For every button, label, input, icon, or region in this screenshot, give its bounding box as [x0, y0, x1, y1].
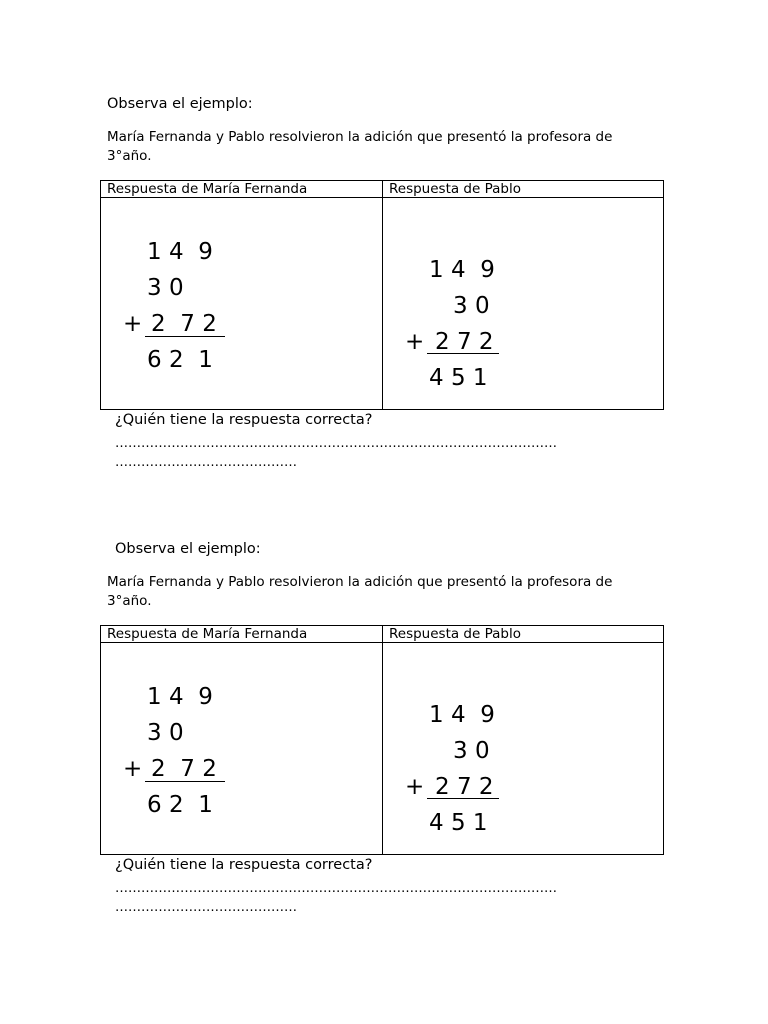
maria-sum-line: [145, 336, 225, 337]
maria-addend-1: 1 4 9: [147, 239, 213, 265]
pablo-result: 4 5 1: [429, 365, 488, 391]
answer-line-1[interactable]: …………………………………………………………………………………………: [115, 881, 557, 896]
header-pablo: Respuesta de Pablo: [389, 626, 521, 642]
header-maria: Respuesta de María Fernanda: [107, 626, 308, 642]
pablo-addend-1: 1 4 9: [429, 702, 495, 728]
maria-result: 6 2 1: [147, 347, 213, 373]
pablo-plus-sign: +: [405, 774, 425, 800]
question: ¿Quién tiene la respuesta correcta?: [115, 857, 373, 873]
answer-line-2[interactable]: ……………………………………: [115, 900, 297, 915]
pablo-sum-line: [427, 353, 499, 354]
maria-addend-2: 3 0: [147, 720, 184, 746]
maria-addend-1: 1 4 9: [147, 684, 213, 710]
maria-sum-line: [145, 781, 225, 782]
column-divider: [382, 181, 383, 409]
answer-line-1[interactable]: …………………………………………………………………………………………: [115, 436, 557, 451]
pablo-addend-2: 3 0: [453, 738, 490, 764]
header-pablo: Respuesta de Pablo: [389, 181, 521, 197]
maria-plus-sign: +: [123, 311, 143, 337]
maria-result: 6 2 1: [147, 792, 213, 818]
pablo-addend-1: 1 4 9: [429, 257, 495, 283]
intro-text: María Fernanda y Pablo resolvieron la adición que presentó la profesora de 3°año.: [107, 574, 613, 609]
pablo-sum-line: [427, 798, 499, 799]
header-divider: [101, 642, 663, 643]
pablo-addend-3: 2 7 2: [435, 329, 494, 355]
maria-addend-3: 2 7 2: [151, 756, 217, 782]
column-divider: [382, 626, 383, 854]
answers-table: [100, 625, 664, 855]
header-divider: [101, 197, 663, 198]
pablo-addend-2: 3 0: [453, 293, 490, 319]
question: ¿Quién tiene la respuesta correcta?: [115, 412, 373, 428]
intro-text: María Fernanda y Pablo resolvieron la adición que presentó la profesora de 3°año.: [107, 129, 613, 164]
answer-line-2[interactable]: ……………………………………: [115, 455, 297, 470]
header-maria: Respuesta de María Fernanda: [107, 181, 308, 197]
maria-plus-sign: +: [123, 756, 143, 782]
answers-table: [100, 180, 664, 410]
pablo-result: 4 5 1: [429, 810, 488, 836]
observe-heading: Observa el ejemplo:: [115, 541, 261, 557]
maria-addend-3: 2 7 2: [151, 311, 217, 337]
maria-addend-2: 3 0: [147, 275, 184, 301]
pablo-addend-3: 2 7 2: [435, 774, 494, 800]
observe-heading: Observa el ejemplo:: [107, 96, 253, 112]
pablo-plus-sign: +: [405, 329, 425, 355]
